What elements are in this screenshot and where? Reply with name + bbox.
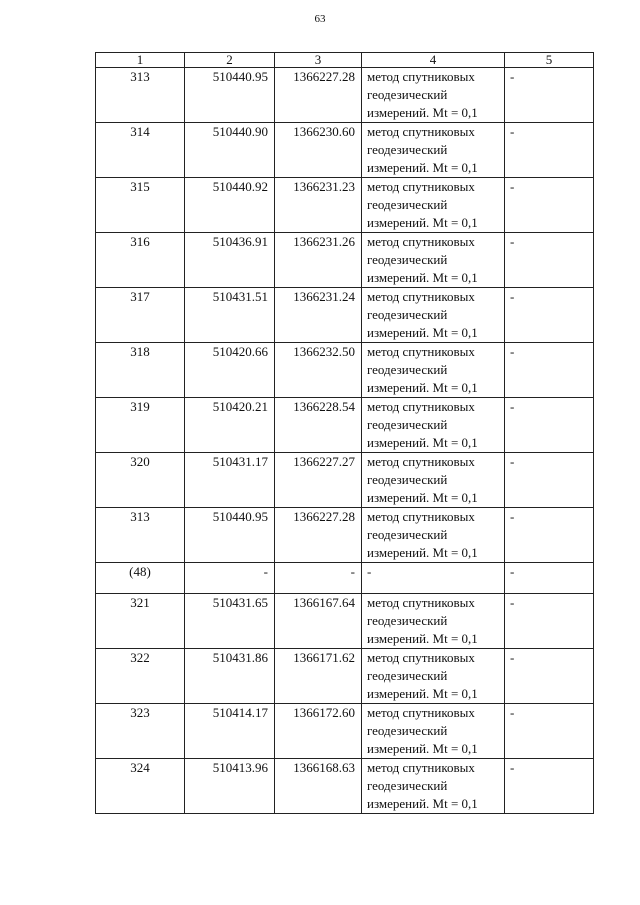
note-cell: - (505, 594, 594, 649)
note-cell: - (505, 759, 594, 814)
note-cell: - (505, 288, 594, 343)
x-coordinate-cell: 510440.92 (185, 178, 275, 233)
x-coordinate-cell: 510431.51 (185, 288, 275, 343)
method-cell: метод спутниковых геодезический измерений. Mt = 0,1 (362, 178, 505, 233)
table-row (96, 68, 594, 123)
note-cell: - (505, 398, 594, 453)
y-coordinate-cell: 1366228.54 (275, 398, 362, 453)
table-row (96, 649, 594, 704)
column-header-2: 2 (185, 53, 275, 68)
y-coordinate-cell: - (275, 563, 362, 594)
x-coordinate-cell: - (185, 563, 275, 594)
table-row (96, 123, 594, 178)
column-header-5: 5 (505, 53, 594, 68)
method-cell: метод спутниковых геодезический измерений. Mt = 0,1 (362, 343, 505, 398)
note-cell: - (505, 508, 594, 563)
y-coordinate-cell: 1366171.62 (275, 649, 362, 704)
note-cell: - (505, 233, 594, 288)
table-row (96, 343, 594, 398)
point-number-cell: 316 (96, 233, 185, 288)
y-coordinate-cell: 1366227.28 (275, 508, 362, 563)
method-cell: метод спутниковых геодезический измерений. Mt = 0,1 (362, 594, 505, 649)
note-cell: - (505, 178, 594, 233)
table-row (96, 178, 594, 233)
x-coordinate-cell: 510420.21 (185, 398, 275, 453)
table-row (96, 508, 594, 563)
y-coordinate-cell: 1366231.23 (275, 178, 362, 233)
method-cell: метод спутниковых геодезический измерений. Mt = 0,1 (362, 398, 505, 453)
y-coordinate-cell: 1366172.60 (275, 704, 362, 759)
y-coordinate-cell: 1366227.28 (275, 68, 362, 123)
point-number-cell: 321 (96, 594, 185, 649)
column-header-1: 1 (96, 53, 185, 68)
y-coordinate-cell: 1366227.27 (275, 453, 362, 508)
table-row (96, 453, 594, 508)
note-cell: - (505, 453, 594, 508)
table-row (96, 233, 594, 288)
note-cell: - (505, 704, 594, 759)
method-cell: метод спутниковых геодезический измерений. Mt = 0,1 (362, 759, 505, 814)
x-coordinate-cell: 510440.95 (185, 508, 275, 563)
point-number-cell: 319 (96, 398, 185, 453)
table-row (96, 288, 594, 343)
x-coordinate-cell: 510431.17 (185, 453, 275, 508)
table-row (96, 704, 594, 759)
note-cell: - (505, 343, 594, 398)
x-coordinate-cell: 510436.91 (185, 233, 275, 288)
y-coordinate-cell: 1366167.64 (275, 594, 362, 649)
x-coordinate-cell: 510413.96 (185, 759, 275, 814)
point-number-cell: (48) (96, 563, 185, 594)
method-cell: метод спутниковых геодезический измерений. Mt = 0,1 (362, 704, 505, 759)
method-cell: метод спутниковых геодезический измерений. Mt = 0,1 (362, 68, 505, 123)
point-number-cell: 323 (96, 704, 185, 759)
note-cell: - (505, 563, 594, 594)
y-coordinate-cell: 1366231.24 (275, 288, 362, 343)
note-cell: - (505, 649, 594, 704)
method-cell: метод спутниковых геодезический измерений. Mt = 0,1 (362, 649, 505, 704)
point-number-cell: 314 (96, 123, 185, 178)
method-cell: метод спутниковых геодезический измерений. Mt = 0,1 (362, 508, 505, 563)
point-number-cell: 313 (96, 508, 185, 563)
point-number-cell: 317 (96, 288, 185, 343)
table-header-row (96, 53, 594, 68)
table-row (96, 398, 594, 453)
point-number-cell: 320 (96, 453, 185, 508)
table-row (96, 759, 594, 814)
x-coordinate-cell: 510440.90 (185, 123, 275, 178)
table-body (96, 68, 594, 814)
x-coordinate-cell: 510431.86 (185, 649, 275, 704)
point-number-cell: 315 (96, 178, 185, 233)
x-coordinate-cell: 510431.65 (185, 594, 275, 649)
column-header-3: 3 (275, 53, 362, 68)
note-cell: - (505, 68, 594, 123)
coordinates-table (95, 52, 594, 814)
method-cell: метод спутниковых геодезический измерений. Mt = 0,1 (362, 453, 505, 508)
point-number-cell: 324 (96, 759, 185, 814)
y-coordinate-cell: 1366231.26 (275, 233, 362, 288)
y-coordinate-cell: 1366168.63 (275, 759, 362, 814)
point-number-cell: 313 (96, 68, 185, 123)
method-cell: - (362, 563, 505, 594)
point-number-cell: 322 (96, 649, 185, 704)
method-cell: метод спутниковых геодезический измерений. Mt = 0,1 (362, 288, 505, 343)
x-coordinate-cell: 510420.66 (185, 343, 275, 398)
table-row (96, 563, 594, 594)
x-coordinate-cell: 510440.95 (185, 68, 275, 123)
column-header-4: 4 (362, 53, 505, 68)
y-coordinate-cell: 1366230.60 (275, 123, 362, 178)
table-row (96, 594, 594, 649)
x-coordinate-cell: 510414.17 (185, 704, 275, 759)
page-number: 63 (314, 13, 326, 25)
method-cell: метод спутниковых геодезический измерений. Mt = 0,1 (362, 233, 505, 288)
y-coordinate-cell: 1366232.50 (275, 343, 362, 398)
note-cell: - (505, 123, 594, 178)
method-cell: метод спутниковых геодезический измерений. Mt = 0,1 (362, 123, 505, 178)
point-number-cell: 318 (96, 343, 185, 398)
